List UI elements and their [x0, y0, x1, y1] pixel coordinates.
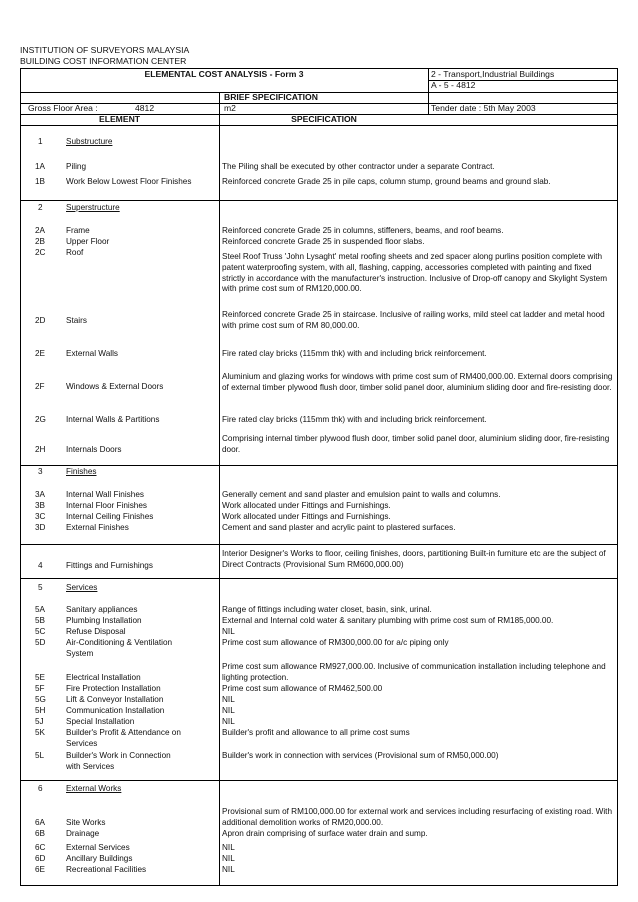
- element-specification: Reinforced concrete Grade 25 in columns, stiffeners, beams, and roof beams.: [222, 226, 504, 235]
- element-specification: Work allocated under Fittings and Furnishings.: [222, 501, 391, 510]
- element-name: Recreational Facilities: [66, 865, 147, 874]
- element-name: Stairs: [66, 316, 87, 325]
- element-specification: Generally cement and sand plaster and emulsion paint to walls and columns.: [222, 490, 501, 499]
- section-title: Fittings and Furnishings: [66, 561, 153, 570]
- element-code: 5D: [35, 638, 46, 647]
- element-specification: Reinforced concrete Grade 25 in staircase. Inclusive of railing works, mild steel cat ladder and metal hood with prime cost sum of RM 80,000.00.: [222, 310, 605, 330]
- element-specification: Fire rated clay bricks (115mm thk) with and including brick reinforcement.: [222, 415, 487, 424]
- element-code: 5C: [35, 627, 46, 636]
- header-line-5: [20, 125, 617, 126]
- building-category: 2 - Transport,Industrial Buildings: [431, 69, 555, 79]
- element-specification: NIL: [222, 706, 235, 715]
- element-code: 2F: [35, 382, 45, 391]
- element-specification: Apron drain comprising of surface water drain and sump.: [222, 829, 428, 838]
- element-name: External Finishes: [66, 523, 129, 532]
- element-specification: The Piling shall be executed by other contractor under a separate Contract.: [222, 162, 495, 171]
- element-name: Ancillary Buildings: [66, 854, 133, 863]
- element-name: Special Installation: [66, 717, 135, 726]
- element-name: Air-Conditioning & Ventilation: [66, 638, 173, 647]
- element-code: 5F: [35, 684, 45, 693]
- element-code: 5K: [35, 728, 46, 737]
- column-heading-specification: SPECIFICATION: [291, 114, 357, 124]
- element-specification: Prime cost sum allowance of RM462,500.00: [222, 684, 383, 693]
- element-specification: Cement and sand plaster and acrylic paint to plastered surfaces.: [222, 523, 456, 532]
- element-specification: Prime cost sum allowance of RM300,000.00 for a/c piping only: [222, 638, 449, 647]
- element-specification: Range of fittings including water closet, basin, sink, urinal.: [222, 605, 432, 614]
- element-name: Internal Ceiling Finishes: [66, 512, 154, 521]
- element-code: 5J: [35, 717, 44, 726]
- element-specification: Aluminium and glazing works for windows with prime cost sum of RM400,000.00. External doors comprising of external timber plywood flush door, timber solid panel door, aluminium sliding door and fire-resisting door.: [222, 372, 613, 392]
- element-name: Site Works: [66, 818, 106, 827]
- element-name: Builder's Work in Connection: [66, 751, 171, 760]
- element-name: Fire Protection Installation: [66, 684, 161, 693]
- element-code: 5A: [35, 605, 46, 614]
- element-code: 2A: [35, 226, 46, 235]
- element-code: 5E: [35, 673, 46, 682]
- table-column-divider: [219, 125, 220, 886]
- element-name: Internals Doors: [66, 445, 122, 454]
- element-code: 5H: [35, 706, 46, 715]
- section-number: 5: [38, 583, 43, 592]
- element-name: External Walls: [66, 349, 119, 358]
- element-code: 2E: [35, 349, 46, 358]
- element-specification: Reinforced concrete Grade 25 in suspended floor slabs.: [222, 237, 425, 246]
- element-name: Roof: [66, 248, 84, 257]
- section-title: Substructure: [66, 137, 113, 146]
- element-specification: NIL: [222, 865, 235, 874]
- section-divider-2: [20, 200, 617, 201]
- element-name: Communication Installation: [66, 706, 165, 715]
- element-name: Work Below Lowest Floor Finishes: [66, 177, 192, 186]
- section-title: Finishes: [66, 467, 97, 476]
- element-name-continued: with Services: [66, 762, 115, 771]
- element-code: 5L: [35, 751, 45, 760]
- section-divider-3: [20, 465, 617, 466]
- org-name: INSTITUTION OF SURVEYORS MALAYSIA: [20, 45, 190, 55]
- table-bottom-border: [20, 885, 617, 886]
- element-code: 6A: [35, 818, 46, 827]
- element-specification: Reinforced concrete Grade 25 in pile caps, column stump, ground beams and ground slab.: [222, 177, 551, 186]
- reference-code: A - 5 - 4812: [431, 80, 476, 90]
- header-line-2: [20, 92, 617, 93]
- element-specification: NIL: [222, 854, 235, 863]
- element-specification: Interior Designer's Works to floor, ceiling finishes, doors, partitioning Built-in furniture etc are the subject of Direct Contracts (Provisional Sum RM600,000.00): [222, 549, 606, 569]
- element-code: 6C: [35, 843, 46, 852]
- section-number: 4: [38, 561, 43, 570]
- element-name: Upper Floor: [66, 237, 110, 246]
- element-specification: Builder's work in connection with services (Provisional sum of RM50,000.00): [222, 751, 499, 760]
- brief-specification-heading: BRIEF SPECIFICATION: [224, 92, 318, 102]
- section-number: 2: [38, 203, 43, 212]
- org-department: BUILDING COST INFORMATION CENTER: [20, 56, 187, 66]
- element-name: Internal Floor Finishes: [66, 501, 147, 510]
- element-code: 2H: [35, 445, 46, 454]
- form-title: ELEMENTAL COST ANALYSIS - Form 3: [144, 69, 304, 79]
- element-code: 5G: [35, 695, 46, 704]
- element-name: Lift & Conveyor Installation: [66, 695, 164, 704]
- gross-floor-area-unit: m2: [224, 103, 236, 113]
- section-number: 6: [38, 784, 43, 793]
- element-specification: Comprising internal timber plywood flush door, timber solid panel door, aluminium sliding door, fire-resisting door.: [222, 434, 610, 454]
- element-specification: Work allocated under Fittings and Furnishings.: [222, 512, 391, 521]
- table-right-border: [617, 68, 618, 886]
- element-name: Piling: [66, 162, 87, 171]
- element-name: Electrical Installation: [66, 673, 141, 682]
- element-name: Internal Walls & Partitions: [66, 415, 160, 424]
- section-divider-5: [20, 578, 617, 579]
- element-name-continued: Services: [66, 739, 98, 748]
- section-title: Superstructure: [66, 203, 120, 212]
- column-heading-element: ELEMENT: [98, 114, 141, 124]
- element-specification: NIL: [222, 717, 235, 726]
- element-code: 6D: [35, 854, 46, 863]
- section-number: 3: [38, 467, 43, 476]
- tender-date: Tender date : 5th May 2003: [431, 103, 536, 113]
- element-name: Internal Wall Finishes: [66, 490, 144, 499]
- element-name: Sanitary appliances: [66, 605, 138, 614]
- element-code: 3D: [35, 523, 46, 532]
- element-code: 2B: [35, 237, 46, 246]
- section-divider-4: [20, 544, 617, 545]
- element-code: 3B: [35, 501, 46, 510]
- section-divider-6: [20, 780, 617, 781]
- table-left-border: [20, 68, 21, 886]
- element-name: Frame: [66, 226, 90, 235]
- element-name: Plumbing Installation: [66, 616, 142, 625]
- element-specification: NIL: [222, 695, 235, 704]
- element-name-continued: System: [66, 649, 94, 658]
- element-code: 1A: [35, 162, 46, 171]
- element-specification: Steel Roof Truss 'John Lysaght' metal roofing sheets and zed spacer along purlins position complete with patent waterproofing system, with all, flashing, capping, accessories completed with painting and fixed strictly in accordance with the manufacturer's instruction. Inclusive of Drop-off canopy and Skylight System with prime cost sum of RM120,000.00.: [222, 252, 608, 294]
- header-vline-right: [428, 68, 429, 115]
- element-specification: Fire rated clay bricks (115mm thk) with and including brick reinforcement.: [222, 349, 487, 358]
- element-specification: NIL: [222, 843, 235, 852]
- element-code: 6B: [35, 829, 46, 838]
- element-name: External Services: [66, 843, 130, 852]
- section-title: External Works: [66, 784, 122, 793]
- element-code: 3C: [35, 512, 46, 521]
- element-name: Windows & External Doors: [66, 382, 164, 391]
- gross-floor-area-label: Gross Floor Area :: [28, 103, 98, 113]
- element-code: 5B: [35, 616, 46, 625]
- element-code: 2D: [35, 316, 46, 325]
- element-specification: Builder's profit and allowance to all prime cost sums: [222, 728, 410, 737]
- element-specification: NIL: [222, 627, 235, 636]
- element-code: 6E: [35, 865, 46, 874]
- element-specification: External and Internal cold water & sanitary plumbing with prime cost sum of RM185,000.00.: [222, 616, 554, 625]
- section-title: Services: [66, 583, 98, 592]
- element-name: Builder's Profit & Attendance on: [66, 728, 181, 737]
- element-code: 3A: [35, 490, 46, 499]
- element-specification: Prime cost sum allowance RM927,000.00. Inclusive of communication installation including telephone and lighting protection.: [222, 662, 606, 682]
- element-code: 2C: [35, 248, 46, 257]
- element-name: Drainage: [66, 829, 100, 838]
- element-specification: Provisional sum of RM100,000.00 for external work and services including resurfacing of existing road. With additional demolition works of RM20,000.00.: [222, 807, 613, 827]
- element-code: 1B: [35, 177, 46, 186]
- element-code: 2G: [35, 415, 46, 424]
- element-name: Refuse Disposal: [66, 627, 126, 636]
- section-number: 1: [38, 137, 43, 146]
- gross-floor-area-value: 4812: [135, 103, 155, 113]
